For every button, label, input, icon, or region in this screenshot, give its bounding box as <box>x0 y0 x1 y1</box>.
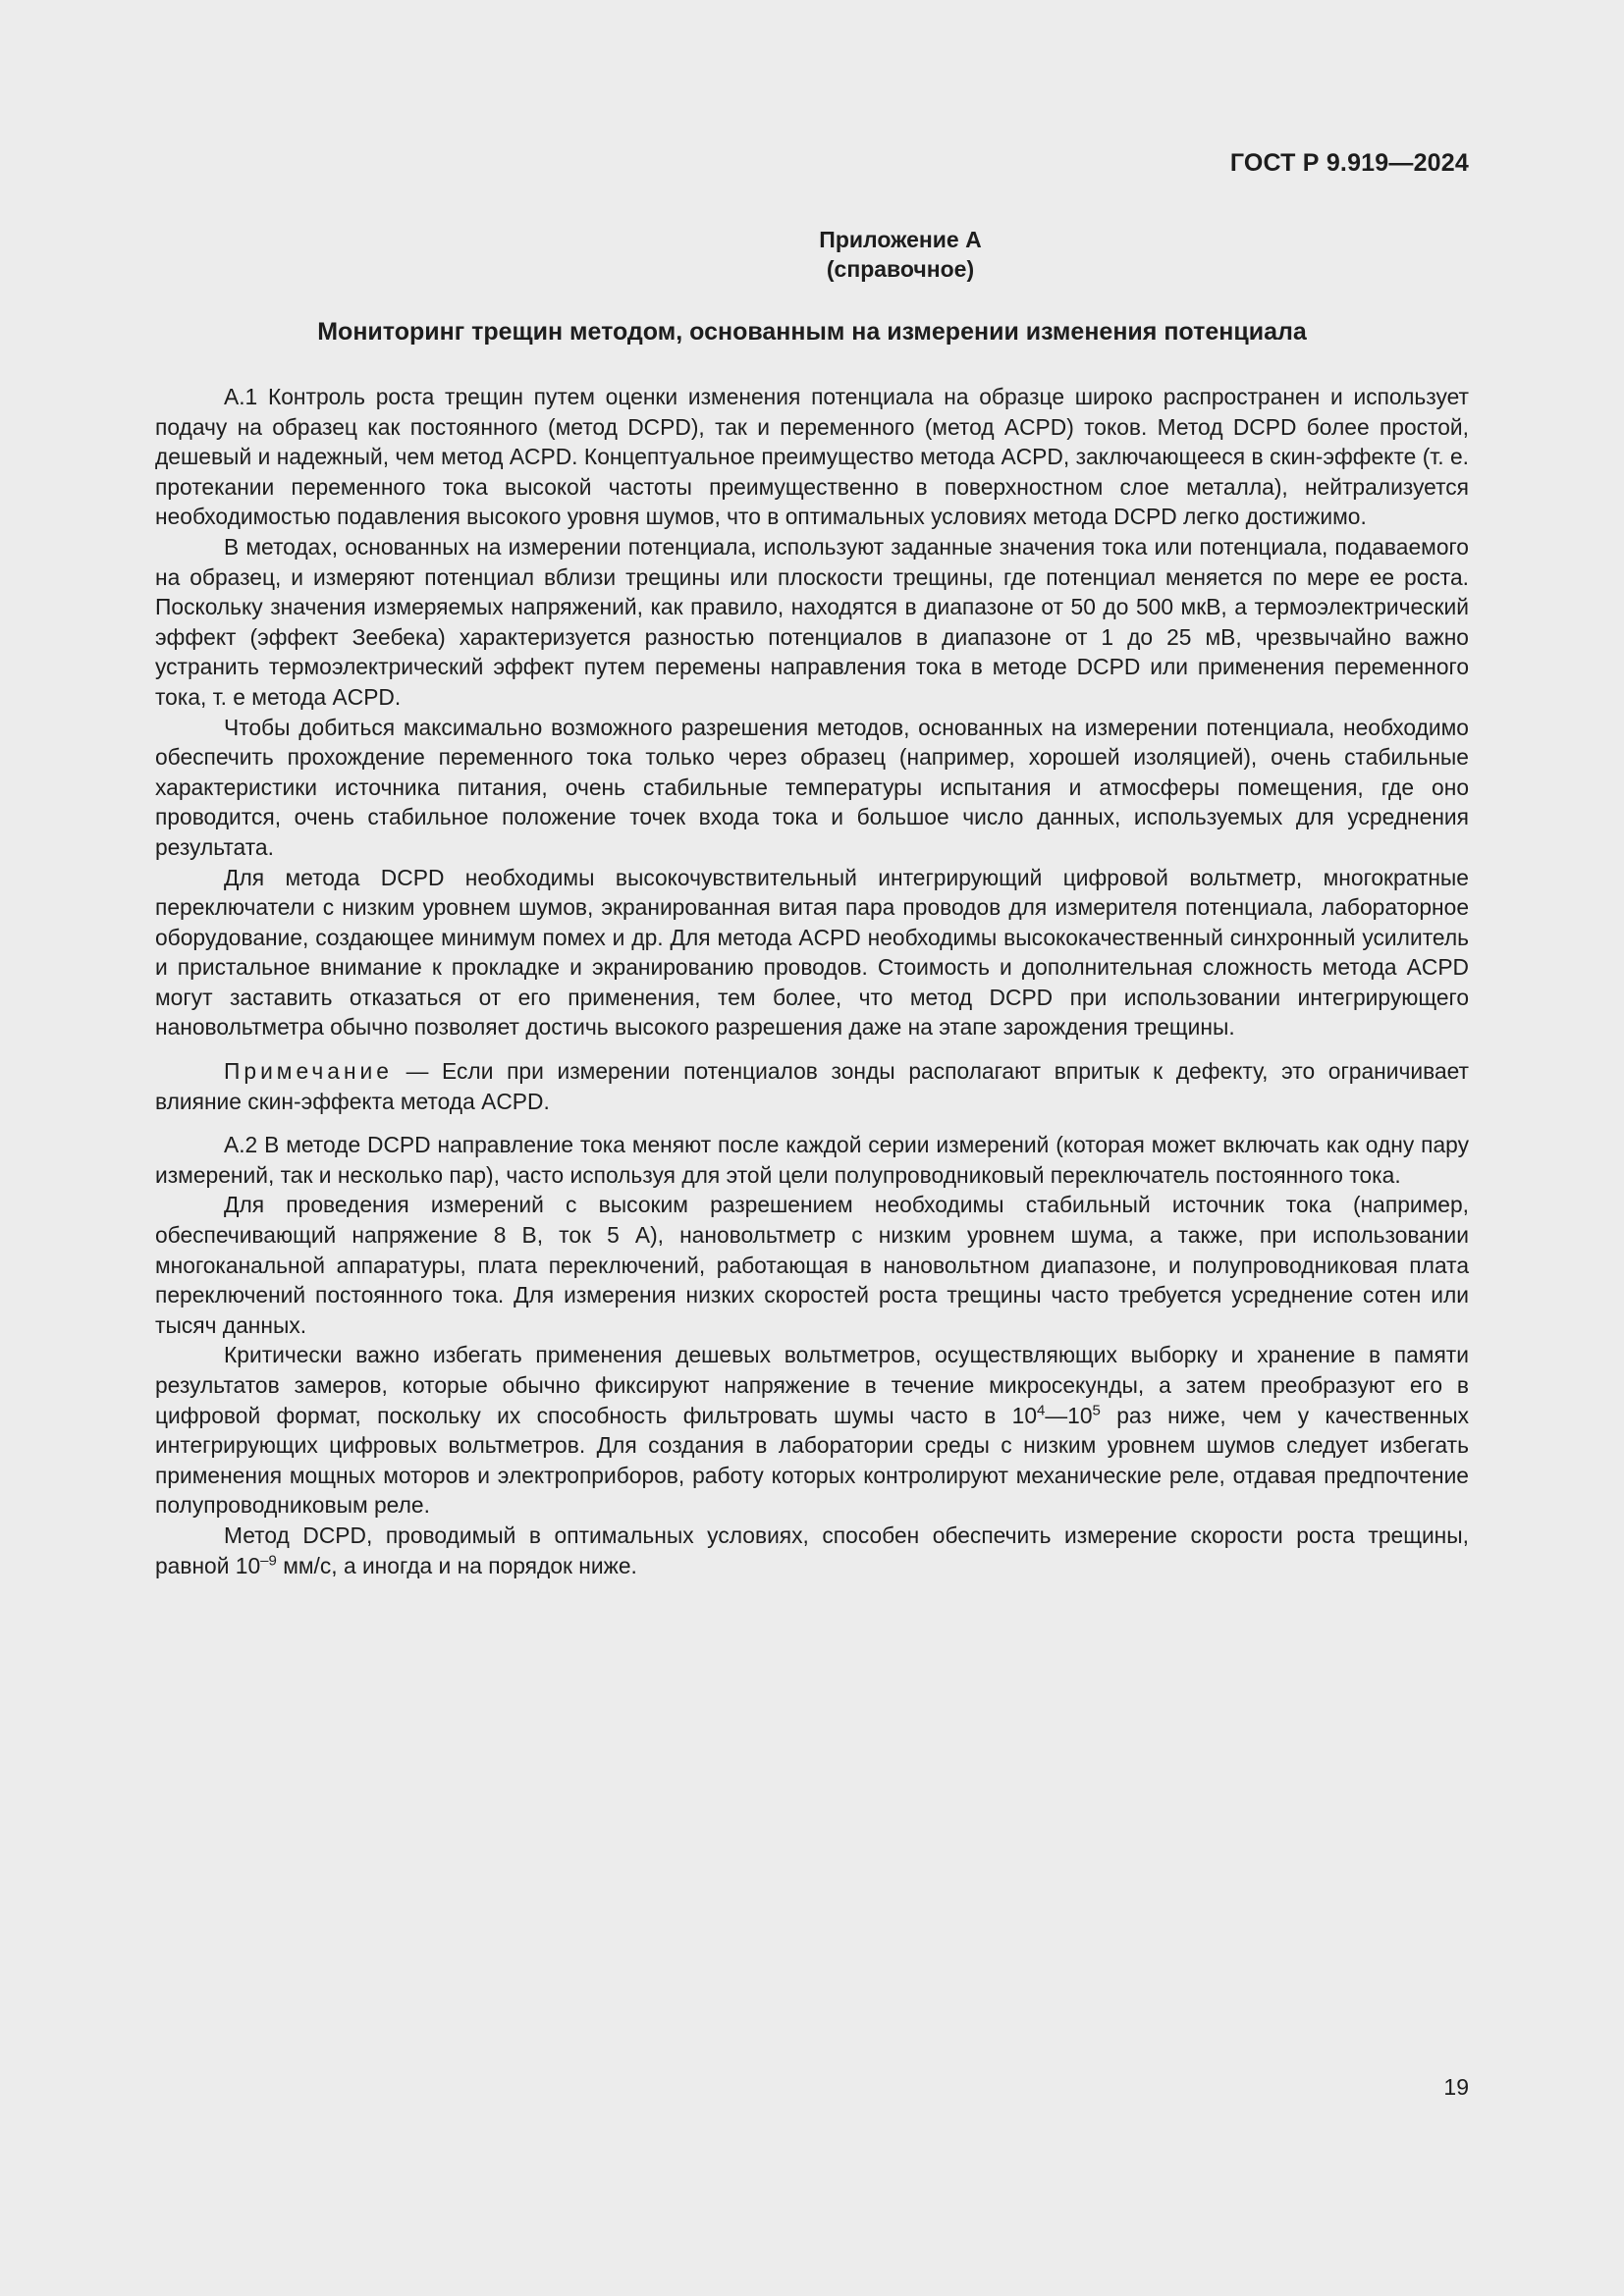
text-run: раз ниже, чем у качественных интегрирующих цифровых вольтметров. Для создания в лаборатории среды с низким уровнем шумов следует избегать применения мощных моторов и электроприборов, работу которых контролируют механические реле, отдавая предпочтение полупроводниковым реле. <box>155 1402 1469 1519</box>
appendix-subtitle: (справочное) <box>826 256 975 282</box>
superscript: 4 <box>1037 1402 1046 1418</box>
section-title: Мониторинг трещин методом, основанным на измерении изменения потенциала <box>317 318 1307 346</box>
note-text: — Если при измерении потенциалов зонды располагают впритык к дефекту, это ограничивает влияние скин-эффекта метода ACPD. <box>155 1058 1469 1114</box>
text-run: мм/с, а иногда и на порядок ниже. <box>276 1552 637 1578</box>
paragraph-a2: А.2 В методе DCPD направление тока меняют после каждой серии измерений (которая может включать как одну пару измерений, так и несколько пар), часто используя для этой цели полупроводниковый переключатель постоянного тока. <box>155 1132 1469 1188</box>
body-text <box>155 382 1469 1580</box>
text-run: Метод DCPD, проводимый в оптимальных условиях, способен обеспечить измерение скорости роста трещины, равной 10 <box>155 1522 1469 1578</box>
paragraph: Для метода DCPD необходимы высокочувствительный интегрирующий цифровой вольтметр, многократные переключатели с низким уровнем шумов, экранированная витая пара проводов для измерителя потенциала, лабораторное оборудование, создающее минимум помех и др. Для метода ACPD необходимы высококачественный синхронный усилитель и пристальное внимание к прокладке и экранированию проводов. Стоимость и дополнительная сложность метода ACPD могут заставить отказаться от его применения, тем более, что метод DCPD при использовании интегрирующего нановольтметра обычно позволяет достичь высокого разрешения даже на этапе зарождения трещины. <box>155 864 1469 1041</box>
paragraph <box>155 1340 1469 1521</box>
note-label: Примечание <box>224 1058 393 1085</box>
appendix-heading <box>0 225 1624 284</box>
paragraph <box>155 1521 1469 1580</box>
paragraph: В методах, основанных на измерении потенциала, используют заданные значения тока или потенциала, подаваемого на образец, и измеряют потенциал вблизи трещины или плоскости трещины, где потенциал меняется по мере ее роста. Поскольку значения измеряемых напряжений, как правило, находятся в диапазоне от 50 до 500 мкВ, а термоэлектрический эффект (эффект Зеебека) характеризуется разностью потенциалов в диапазоне от 1 до 25 мВ, чрезвычайно важно устранить термоэлектрический эффект путем перемены направления тока в методе DCPD или применения переменного тока, т. е метода ACPD. <box>155 533 1469 710</box>
paragraph: Чтобы добиться максимально возможного разрешения методов, основанных на измерении потенциала, необходимо обеспечить прохождение переменного тока только через образец (например, хорошей изоляцией), очень стабильные характеристики источника питания, очень стабильные температуры испытания и атмосферы помещения, где оно проводится, очень стабильное положение точек входа тока и большое число данных, используемых для усреднения результата. <box>155 714 1469 860</box>
text-run: Критически важно избегать применения дешевых вольтметров, осуществляющих выборку и хранение в памяти результатов замеров, которые обычно фиксируют напряжение в течение микросекунды, а затем преобразуют его в цифровой формат, поскольку их способность фильтровать шумы часто в 10 <box>155 1342 1469 1428</box>
appendix-title: Приложение А <box>819 227 982 252</box>
text-run: —10 <box>1045 1402 1093 1428</box>
paragraph: Для проведения измерений с высоким разрешением необходимы стабильный источник тока (например, обеспечивающий напряжение 8 В, ток 5 А), нановольтметр с низким уровнем шума, а также, при использовании многоканальной аппаратуры, плата переключений, работающая в нановольтном диапазоне, и полупроводниковая плата переключений постоянного тока. Для измерения низких скоростей роста трещины часто требуется усреднение сотен или тысяч данных. <box>155 1192 1469 1338</box>
note <box>155 1056 1469 1116</box>
page-number: 19 <box>1443 2074 1469 2100</box>
document-id: ГОСТ Р 9.919—2024 <box>1229 149 1469 177</box>
superscript: –9 <box>260 1551 277 1569</box>
superscript: 5 <box>1092 1402 1101 1418</box>
paragraph-a1: А.1 Контроль роста трещин путем оценки изменения потенциала на образце широко распространен и использует подачу на образец как постоянного (метод DCPD), так и переменного (метод ACPD) токов. Метод DCPD более простой, дешевый и надежный, чем метод ACPD. Концептуальное преимущество метода ACPD, заключающееся в скин-эффекте (т. е. протекании переменного тока высокой частоты преимущественно в поверхностном слое металла), нейтрализуется необходимостью подавления высокого уровня шумов, что в оптимальных условиях метода DCPD легко достижимо. <box>155 384 1469 530</box>
